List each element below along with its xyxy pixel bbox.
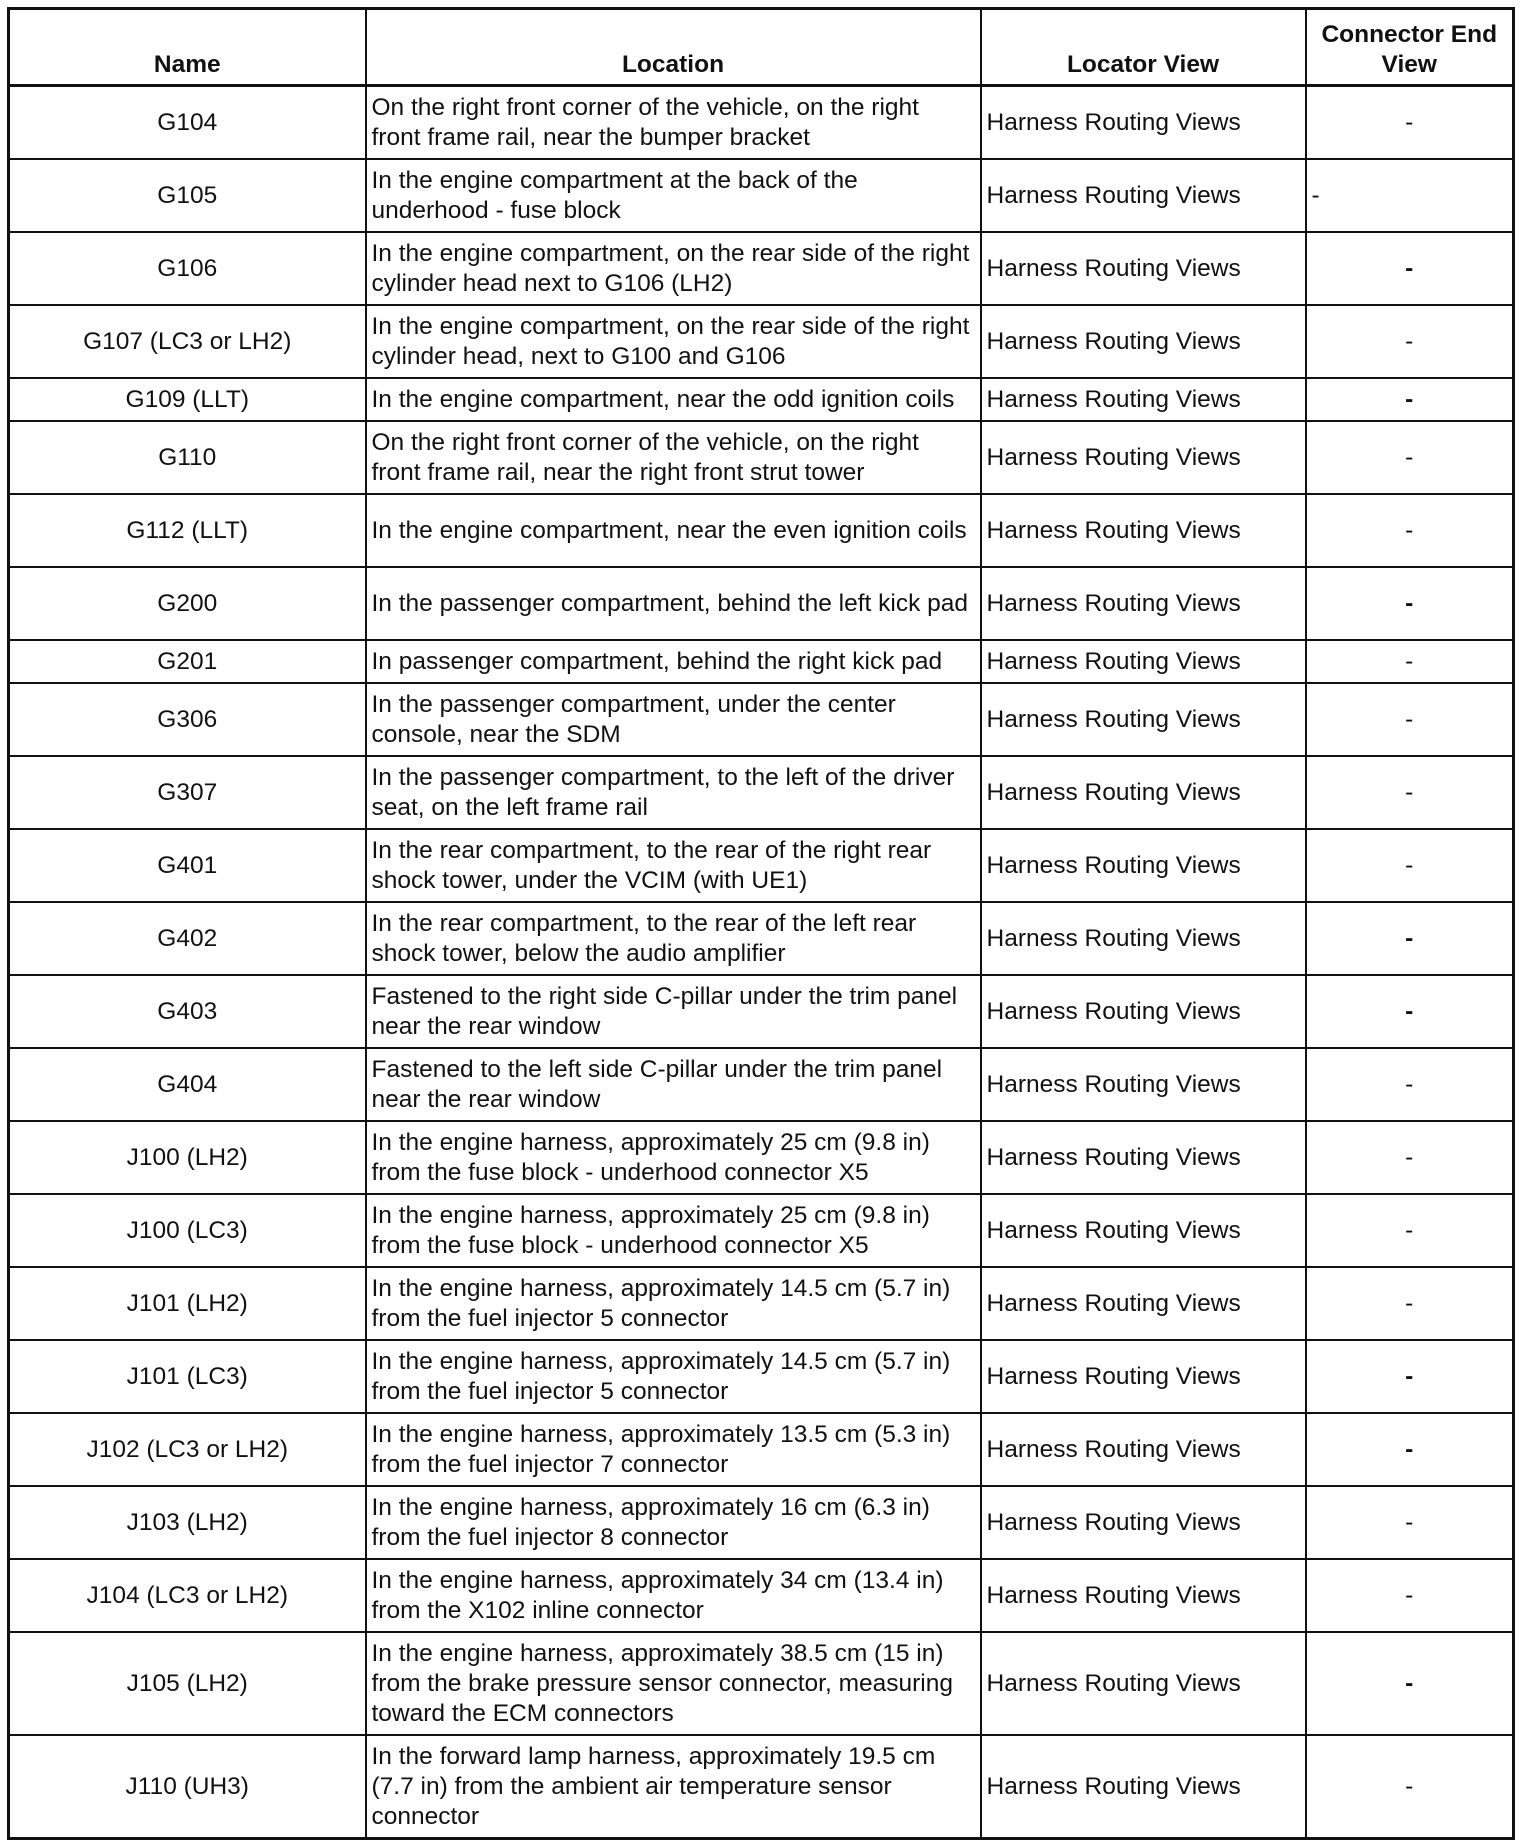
row-location: In the engine harness, approximately 38.5 cm (15 in) from the brake pressure sensor connector, measuring toward the ECM connectors (366, 1632, 981, 1735)
table-row (9, 378, 1514, 421)
row-connector-end-view: - (1306, 305, 1514, 378)
row-location: In the engine harness, approximately 16 cm (6.3 in) from the fuel injector 8 connector (366, 1486, 981, 1559)
column-header-name: Name (9, 9, 366, 86)
row-connector-end-view: - (1306, 1735, 1514, 1839)
table-row (9, 159, 1514, 232)
row-name: G105 (9, 159, 366, 232)
row-name: J104 (LC3 or LH2) (9, 1559, 366, 1632)
row-location: On the right front corner of the vehicle, on the right front frame rail, near the bumper bracket (366, 86, 981, 160)
row-connector-end-view: - (1306, 1340, 1514, 1413)
row-connector-end-view: - (1306, 159, 1514, 232)
row-locator-view: Harness Routing Views (981, 829, 1306, 902)
row-name: G307 (9, 756, 366, 829)
row-location: In the engine compartment, near the even ignition coils (366, 494, 981, 567)
row-locator-view: Harness Routing Views (981, 159, 1306, 232)
table-header-row (9, 9, 1514, 86)
row-connector-end-view: - (1306, 829, 1514, 902)
row-name: G110 (9, 421, 366, 494)
row-name: G201 (9, 640, 366, 683)
row-connector-end-view: - (1306, 1413, 1514, 1486)
table-row (9, 683, 1514, 756)
row-location: In the engine harness, approximately 13.5 cm (5.3 in) from the fuel injector 7 connector (366, 1413, 981, 1486)
row-location: Fastened to the left side C-pillar under the trim panel near the rear window (366, 1048, 981, 1121)
row-location: In the engine harness, approximately 25 cm (9.8 in) from the fuse block - underhood connector X5 (366, 1194, 981, 1267)
row-locator-view: Harness Routing Views (981, 902, 1306, 975)
row-locator-view: Harness Routing Views (981, 378, 1306, 421)
row-name: J101 (LC3) (9, 1340, 366, 1413)
row-location: In the engine compartment, on the rear side of the right cylinder head, next to G100 and G106 (366, 305, 981, 378)
row-connector-end-view: - (1306, 1121, 1514, 1194)
row-name: G104 (9, 86, 366, 160)
row-locator-view: Harness Routing Views (981, 1267, 1306, 1340)
row-name: G404 (9, 1048, 366, 1121)
table-row (9, 829, 1514, 902)
row-location: In the engine harness, approximately 14.5 cm (5.7 in) from the fuel injector 5 connector (366, 1267, 981, 1340)
row-locator-view: Harness Routing Views (981, 1340, 1306, 1413)
table-row (9, 1121, 1514, 1194)
row-location: In the engine compartment at the back of the underhood - fuse block (366, 159, 981, 232)
table-row (9, 640, 1514, 683)
row-connector-end-view: - (1306, 86, 1514, 160)
row-connector-end-view: - (1306, 756, 1514, 829)
row-locator-view: Harness Routing Views (981, 1559, 1306, 1632)
row-name: G112 (LLT) (9, 494, 366, 567)
table-row (9, 975, 1514, 1048)
table-row (9, 756, 1514, 829)
table-row (9, 494, 1514, 567)
row-connector-end-view: - (1306, 640, 1514, 683)
table-row (9, 1194, 1514, 1267)
row-location: In the engine harness, approximately 25 cm (9.8 in) from the fuse block - underhood connector X5 (366, 1121, 981, 1194)
table-row (9, 1340, 1514, 1413)
row-locator-view: Harness Routing Views (981, 1632, 1306, 1735)
row-name: J101 (LH2) (9, 1267, 366, 1340)
row-connector-end-view: - (1306, 232, 1514, 305)
row-name: G106 (9, 232, 366, 305)
row-connector-end-view: - (1306, 1048, 1514, 1121)
row-connector-end-view: - (1306, 421, 1514, 494)
row-connector-end-view: - (1306, 902, 1514, 975)
row-connector-end-view: - (1306, 1632, 1514, 1735)
row-name: G109 (LLT) (9, 378, 366, 421)
row-locator-view: Harness Routing Views (981, 494, 1306, 567)
table-row (9, 1632, 1514, 1735)
row-location: On the right front corner of the vehicle, on the right front frame rail, near the right front strut tower (366, 421, 981, 494)
row-name: J103 (LH2) (9, 1486, 366, 1559)
row-connector-end-view: - (1306, 1194, 1514, 1267)
table-row (9, 567, 1514, 640)
row-locator-view: Harness Routing Views (981, 421, 1306, 494)
row-name: G306 (9, 683, 366, 756)
row-locator-view: Harness Routing Views (981, 1121, 1306, 1194)
table-row (9, 1735, 1514, 1839)
row-locator-view: Harness Routing Views (981, 232, 1306, 305)
row-name: J110 (UH3) (9, 1735, 366, 1839)
row-location: In passenger compartment, behind the right kick pad (366, 640, 981, 683)
component-locator-sheet (7, 7, 1515, 1840)
row-connector-end-view: - (1306, 567, 1514, 640)
row-location: In the engine compartment, near the odd ignition coils (366, 378, 981, 421)
row-locator-view: Harness Routing Views (981, 1194, 1306, 1267)
row-location: In the passenger compartment, behind the left kick pad (366, 567, 981, 640)
row-locator-view: Harness Routing Views (981, 975, 1306, 1048)
row-connector-end-view: - (1306, 683, 1514, 756)
table-row (9, 1559, 1514, 1632)
row-name: G401 (9, 829, 366, 902)
row-locator-view: Harness Routing Views (981, 1486, 1306, 1559)
row-location: In the engine harness, approximately 14.5 cm (5.7 in) from the fuel injector 5 connector (366, 1340, 981, 1413)
row-connector-end-view: - (1306, 1559, 1514, 1632)
row-location: In the rear compartment, to the rear of the right rear shock tower, under the VCIM (with UE1) (366, 829, 981, 902)
component-locator-table (7, 7, 1515, 1840)
row-name: G403 (9, 975, 366, 1048)
table-row (9, 902, 1514, 975)
row-locator-view: Harness Routing Views (981, 86, 1306, 160)
row-name: J100 (LC3) (9, 1194, 366, 1267)
row-locator-view: Harness Routing Views (981, 567, 1306, 640)
row-location: In the engine harness, approximately 34 cm (13.4 in) from the X102 inline connector (366, 1559, 981, 1632)
row-location: In the engine compartment, on the rear side of the right cylinder head next to G106 (LH2) (366, 232, 981, 305)
table-row (9, 86, 1514, 160)
column-header-connector-end-view: Connector End View (1306, 9, 1514, 86)
row-locator-view: Harness Routing Views (981, 1413, 1306, 1486)
row-name: G402 (9, 902, 366, 975)
table-row (9, 305, 1514, 378)
row-name: G107 (LC3 or LH2) (9, 305, 366, 378)
row-location: In the forward lamp harness, approximately 19.5 cm (7.7 in) from the ambient air temperature sensor connector (366, 1735, 981, 1839)
row-connector-end-view: - (1306, 378, 1514, 421)
row-location: In the passenger compartment, to the left of the driver seat, on the left frame rail (366, 756, 981, 829)
row-locator-view: Harness Routing Views (981, 1048, 1306, 1121)
row-connector-end-view: - (1306, 1267, 1514, 1340)
row-location: In the rear compartment, to the rear of the left rear shock tower, below the audio amplifier (366, 902, 981, 975)
table-row (9, 1486, 1514, 1559)
table-row (9, 232, 1514, 305)
row-name: J102 (LC3 or LH2) (9, 1413, 366, 1486)
row-location: In the passenger compartment, under the center console, near the SDM (366, 683, 981, 756)
row-connector-end-view: - (1306, 494, 1514, 567)
table-row (9, 1413, 1514, 1486)
row-connector-end-view: - (1306, 975, 1514, 1048)
row-locator-view: Harness Routing Views (981, 305, 1306, 378)
column-header-locator-view: Locator View (981, 9, 1306, 86)
row-locator-view: Harness Routing Views (981, 1735, 1306, 1839)
row-locator-view: Harness Routing Views (981, 756, 1306, 829)
table-row (9, 1267, 1514, 1340)
column-header-location: Location (366, 9, 981, 86)
row-locator-view: Harness Routing Views (981, 683, 1306, 756)
row-name: J100 (LH2) (9, 1121, 366, 1194)
row-name: G200 (9, 567, 366, 640)
row-locator-view: Harness Routing Views (981, 640, 1306, 683)
table-row (9, 421, 1514, 494)
row-location: Fastened to the right side C-pillar under the trim panel near the rear window (366, 975, 981, 1048)
row-name: J105 (LH2) (9, 1632, 366, 1735)
row-connector-end-view: - (1306, 1486, 1514, 1559)
table-row (9, 1048, 1514, 1121)
